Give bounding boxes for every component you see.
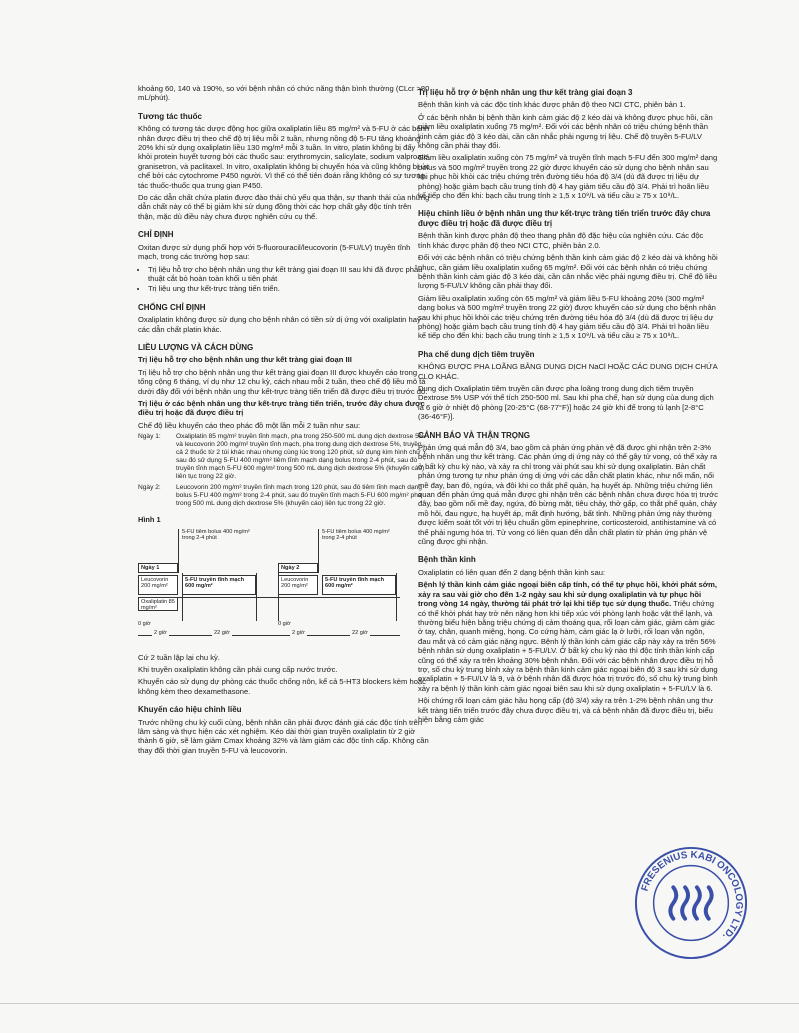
bolus-label-2: 5-FU tiêm bolus 400 mg/m² trong 2-4 phút	[322, 528, 390, 542]
leucovorin-box-2: Leucovorin 200 mg/m²	[278, 575, 318, 595]
day1-label: Ngày 1:	[138, 433, 161, 441]
day1-box: Ngày 1	[138, 563, 178, 573]
bolus-line-1	[178, 529, 179, 573]
page-bottom-rule	[0, 1003, 799, 1004]
advanced-p1: Bệnh thần kinh được phân độ theo thang phân độ đặc hiệu của nghiên cứu. Các độc tính khác được phân độ theo NCI CTC, phiên bản 2.0.	[418, 231, 704, 250]
interactions-p2: Do các dẫn chất chứa platin được đào thải chủ yếu qua thận, sự thanh thải của những dẫn chất này có thể bị giảm khi sử dụng đồng thời các hợp chất gây độc tính trên thận, mặc dù điều này chưa được nghiên cứu cụ thể.	[138, 193, 430, 221]
bolus-label-1: 5-FU tiêm bolus 400 mg/m² trong 2-4 phút	[182, 528, 250, 542]
interactions-p1: Không có tương tác dược động học giữa oxaliplatin liều 85 mg/m² và 5-FU ở các bệnh nhân được điều trị theo chế độ trị liệu mỗi 2 tuần, nhưng nồng độ 5-FU tăng khoảng 20% khi sử dụng oxaliplatin liều 130 mg/m² mỗi 3 tuần. In vitro, platin không bị đẩy khỏi protein huyết tương bởi các thuốc sau: erythromycin, salicylate, sodium valproate, granisetron, và paclitaxel. In vitro, oxaliplatin không bị chuyển hóa và cũng không bị ức chế bởi các cytochrome P450 người. Vì thế có thể tiên đoán rằng không có sự tương tác thuốc-thuốc qua trung gian P450.	[138, 124, 430, 190]
regimen-table	[138, 433, 430, 511]
stamp-text: FRESENIUS KABI ONCOLOGY LTD.	[639, 849, 745, 942]
bolus-line-2	[318, 529, 319, 573]
warnings-p1: Phản ứng quá mẫn độ 3/4, bao gồm cả phản ứng phản vệ đã được ghi nhận trên 2-3% bệnh nhân ung thư kết tràng. Các phản ứng dị ứng này có thể gây tử vong, có thể xảy ra ở bất kỳ chu kỳ nào, và xảy ra chỉ trong vài phút sau khi sử dụng oxaliplatin. Bản chất phản ứng tương tự như phản ứng dị ứng với các dẫn chất platin khác, như nổi mẩn, nổi mề đay, ban đỏ, ngứa, và đôi khi co thắt phế quản, hạ huyết áp. Những triệu chứng liên quan đến phản ứng quá mẫn được ghi nhận trên các bệnh nhân chưa được hóa trị trước đây, bao gồm nổi mề đay, ngứa, đỏ bừng mặt, tiêu chảy, thở gấp, co thắt phế quản, chảy mồ hôi, đau ngực, hạ huyết áp, mất định hướng, bất tỉnh. Những phản ứng này thường được kiểm soát tốt với trị liệu chuẩn gồm epinephrine, corticosteroid, antihistamine và có thể phải ngưng hóa trị. Tử vong có liên quan đến dẫn chất platin từ phản ứng phản vệ cũng được ghi nhận.	[418, 443, 718, 547]
list-item: • Trị liệu ung thư kết-trực tràng tiến triển.	[148, 284, 430, 293]
advanced-p2: Đối với các bệnh nhân có triệu chứng bệnh thần kinh cảm giác độ 2 kéo dài và không hồi phục, cần giảm liều oxaliplatin xuống 65 mg/m². Đối với các bệnh nhân có triệu chứng bệnh thần kinh cảm giác độ 3 kéo dài, cần cân nhắc việc phải ngưng điều trị. Chế độ liều lượng 5-FU/LV không cần phải thay đổi.	[418, 253, 718, 291]
neuropathy-p3: Hội chứng rối loạn cảm giác hầu họng cấp (độ 3/4) xảy ra trên 1-2% bệnh nhân ung thư kết tràng tiến triển trước đây chưa được điều trị, và cả bệnh nhân đã được điều trị, biểu hiện bằng cảm giác	[418, 696, 714, 724]
contraindications-p1: Oxaliplatin không được sử dụng cho bệnh nhân có tiền sử dị ứng với oxaliplatin hay các dẫn chất platin khác.	[138, 315, 421, 334]
day2-text: Leucovorin 200 mg/m² truyền tĩnh mạch trong 120 phút, sau đó tiêm tĩnh mạch dạng bolus 5-FU 400 mg/m² trong 2-4 phút, sau đó truyền tĩnh mạch 5-FU 600 mg/m² pha trong 500 mL dung dịch dextrose 5% (khuyến cáo) liên tục trong 22 giờ.	[176, 484, 422, 508]
day2-label: Ngày 2:	[138, 484, 161, 492]
interactions-heading: Tương tác thuốc	[138, 111, 202, 121]
prep-p1: KHÔNG ĐƯỢC PHA LOÃNG BẰNG DUNG DỊCH NaCl HOẶC CÁC DUNG DỊCH CHỨA CLO KHÁC.	[418, 362, 718, 381]
neuropathy-bold	[418, 580, 718, 693]
infusion-box-2: 5-FU truyền tĩnh mạch 600 mg/m²	[322, 575, 396, 595]
stamp-outer-ring	[636, 848, 746, 958]
neuropathy-bold-text: Bệnh lý thần kinh cảm giác ngoại biên cấp tính, có thể tự phục hồi, khởi phát sớm, xảy ra sau vài giờ cho đến 1-2 ngày sau khi sử dụng oxaliplatin và tự phục hồi trong vòng 14 ngày, thường tái phát trở lại khi tiếp tục sử dụng thuốc.	[418, 580, 717, 609]
duration-label-1: 2 giờ	[154, 629, 167, 636]
dose-adjust-heading: Khuyến cáo hiệu chỉnh liều	[138, 705, 242, 715]
company-stamp	[632, 844, 750, 962]
after-figure-p3: Khuyến cáo sử dụng dự phòng các thuốc chống nôn, kể cả 5-HT3 blockers kèm hoặc không kèm theo dexamethasone.	[138, 677, 426, 696]
indications-list	[138, 265, 430, 294]
neuropathy-p1: Oxaliplatin có liên quan đến 2 dạng bệnh thần kinh sau:	[418, 567, 606, 577]
adjuvant-p1: Bệnh thần kinh và các độc tính khác được phân độ theo NCI CTC, phiên bản 1.	[418, 100, 686, 110]
stamp-logo-icon	[670, 887, 711, 918]
neuropathy-heading: Bệnh thần kinh	[418, 555, 476, 565]
infusion-box-1: 5-FU truyền tĩnh mạch 600 mg/m²	[182, 575, 256, 595]
adjuvant-heading: Trị liệu hỗ trợ ở bệnh nhân ung thư kết tràng giai đoạn 3	[418, 88, 633, 97]
duration-label-2: 22 giờ	[214, 629, 230, 636]
schedule-figure	[138, 529, 418, 647]
contraindications-heading: CHỐNG CHỈ ĐỊNH	[138, 302, 206, 312]
duration-label-4: 22 giờ	[352, 629, 368, 636]
figure-title: Hình 1	[138, 515, 161, 525]
dose-adjust-p1: Trước những chu kỳ cuối cùng, bệnh nhân cần phải được đánh giá các độc tính trên lâm sàng và thực hiện các xét nghiệm. Kéo dài thời gian truyền oxaliplatin từ 2 giờ thành 6 giờ, sẽ làm giảm Cmax khoảng 32% và làm giảm các độc tính cấp. Không cần thay đổi thời gian truyền 5-FU và leucovorin.	[138, 717, 429, 755]
after-figure-p1: Cứ 2 tuần lặp lại chu kỳ.	[138, 652, 220, 662]
indications-heading: CHỈ ĐỊNH	[138, 230, 174, 240]
intro-text: khoảng 60, 140 và 190%, so với bệnh nhân có chức năng thận bình thường (CLcr >80 mL/phút).	[138, 84, 430, 103]
advanced-p3: Giảm liều oxaliplatin xuống còn 65 mg/m² và giảm liều 5-FU khoảng 20% (300 mg/m² dạng bolus và 500 mg/m² truyền trong 22 giờ) được khuyến cáo sử dụng cho bệnh nhân sau khi phục hồi khỏi các triệu chứng trên đường tiêu hóa độ 3/4 (dù đã được trị liệu dự phòng) hoặc giảm bạch cầu trung tính độ 4 hay giảm tiểu cầu độ 3/4. Phải trì hoãn liều kế tiếp cho đến khi: bạch cầu trung tính ≥ 1,5 x 10⁹/L và tiểu cầu ≥ 75 x 10⁹/L.	[418, 293, 716, 341]
tick-line-3	[278, 573, 279, 621]
advanced-heading: Hiệu chỉnh liều ở bệnh nhân ung thư kết-trực tràng tiến triển trước đây chưa được điều trị hoặc đã được điều trị	[418, 209, 711, 228]
zero-hour-label-1: 0 giờ	[138, 620, 151, 627]
right-column	[418, 84, 718, 727]
adjuvant-p2: Ở các bệnh nhân bị bệnh thần kinh cảm giác độ 2 kéo dài và không được phục hồi, cần giảm liều oxaliplatin xuống 75 mg/m². Đối với các bệnh nhân có triệu chứng bệnh thần kinh cảm giác độ 3 kéo dài, cần cân nhắc phải ngưng trị liệu. Chế độ truyền 5-FU/LV không cần phải thay đổi.	[418, 112, 713, 151]
left-column	[138, 84, 430, 758]
prep-heading: Pha chế dung dịch tiêm truyền	[418, 349, 535, 359]
dosage-heading: LIỀU LƯỢNG VÀ CÁCH DÙNG	[138, 342, 254, 352]
stamp-inner-ring	[654, 866, 729, 941]
list-item: • Trị liệu hỗ trợ cho bệnh nhân ung thư kết tràng giai đoạn III sau khi đã được phẫu thuật cắt bỏ hoàn toàn khối u tiên phát	[148, 265, 430, 284]
warnings-heading: CẢNH BÁO VÀ THẬN TRỌNG	[418, 430, 530, 440]
prep-p2: Dung dịch Oxaliplatin tiêm truyền cần được pha loãng trong dung dịch tiêm truyền Dextrose 5% USP với thể tích 250-500 ml. Sau khi pha chế, hạn sử dụng của dung dịch là 6 giờ ở nhiệt độ phòng [20-25°C (68-77°F)] hoặc 24 giờ khi để trong tủ lạnh [2-8°C (36-46°F)].	[418, 383, 714, 422]
oxaliplatin-box: Oxaliplatin 85 mg/m²	[138, 597, 178, 611]
tick-line-1	[182, 573, 183, 621]
after-figure-p2: Khi truyền oxaliplatin không cần phải cung cấp nước trước.	[138, 665, 338, 674]
day1-text: Oxaliplatin 85 mg/m² truyền tĩnh mạch, pha trong 250-500 mL dung dịch dextrose 5% và leucovorin 200 mg/m² truyền tĩnh mạch, pha trong dung dịch dextrose 5%, truyền cả 2 thuốc từ 2 túi khác nhau nhưng cùng lúc trong 120 phút, sử dụng kim hình chữ Y, sau đó sử dụng 5-FU 400 mg/m² tiêm tĩnh mạch dạng bolus trong 2-4 phút, sau đó truyền tĩnh mạch 5-FU 600 mg/m² trong 500 mL dung dịch dextrose 5% (khuyến cáo) liên tục trong 22 giờ.	[176, 433, 428, 481]
day2-box: Ngày 2	[278, 563, 318, 573]
duration-label-3: 2 giờ	[292, 629, 305, 636]
dosage-subheading-1: Trị liệu hỗ trợ cho bệnh nhân ung thư kết tràng giai đoạn III	[138, 355, 352, 365]
zero-hour-label-2: 0 giờ	[278, 620, 291, 627]
adjuvant-p3: Giảm liều oxaliplatin xuống còn 75 mg/m² và truyền tĩnh mạch 5-FU đến 300 mg/m² dạng bolus và 500 mg/m² truyền trong 22 giờ được khuyến cáo sử dụng cho bệnh nhân sau khi phục hồi khỏi các triệu chứng trên đường tiêu hóa độ 3/4 (dù đã được trị liệu dự phòng) hoặc giảm bạch cầu trung tính độ 4 hay giảm tiểu cầu độ 3/4. Phải trì hoãn liều kế tiếp cho đến khi: bạch cầu trung tính ≥ 1,5 x 10⁹/L và tiểu cầu ≥ 75 x 10⁹/L.	[418, 153, 718, 201]
dosage-p2: Chế độ liều khuyến cáo theo phác đồ một lần mỗi 2 tuần như sau:	[138, 420, 361, 430]
leucovorin-box-1: Leucovorin 200 mg/m²	[138, 575, 178, 595]
indications-p1: Oxitan được sử dụng phối hợp với 5-fluorouracil/leucovorin (5-FU/LV) truyền tĩnh mạch, trong các trường hợp sau:	[138, 242, 411, 262]
dosage-p1: Trị liệu hỗ trợ cho bệnh nhân ung thư kết tràng giai đoạn III được khuyến cáo trong tổng cộng 6 tháng, ví dụ như 12 chu kỳ, cách nhau mỗi 2 tuần, theo chế độ liều mô tả dưới đây đối với bệnh nhân ung thư kết-trực tràng tiến triển đã được điều trị trước đó.	[138, 367, 428, 396]
dosage-subheading-2: Trị liệu ở các bệnh nhân ung thư kết-trực tràng tiến triển, trước đây chưa được điều trị hoặc đã được điều trị	[138, 398, 425, 418]
tick-line-4	[396, 573, 397, 621]
timeline-rule	[138, 597, 400, 598]
neuropathy-p2: Triệu chứng có thể khởi phát hay trở nên nặng hơn khi tiếp xúc với phòng lạnh hoặc vật thể lạnh, và thường biểu hiện bằng triệu chứng dị cảm thoáng qua, rối loạn cảm giác, giảm cảm giác ở tay, chân, quanh miệng, họng. Co cứng hàm, cảm giác lạ ở lưỡi, rối loạn vận ngôn, đau mắt và có cảm giác nặng ngực. Bệnh lý thần kinh cảm giác cấp này xảy ra trên 56% bệnh nhân sử dụng oxaliplatin + 5-FU/LV. Ở bất kỳ chu kỳ nào thì độc tính thần kinh cấp cũng có thể xảy ra trên khoảng 30% bệnh nhân. Đối với các bệnh nhân được điều trị hỗ trợ, số chu kỳ trung bình xảy ra bệnh thần kinh cảm giác ngoại biên độ 3 sau khi sử dụng oxaliplatin + 5-FU/LV là 9, và ở bệnh nhân đã được hóa trị trước đó, số chu kỳ trung bình xảy ra bệnh lý thần kinh cảm giác ngoại biên sau khi sử dụng oxaliplatin + 5-FU/LV là 6.	[418, 599, 718, 693]
tick-line-2	[256, 573, 257, 621]
